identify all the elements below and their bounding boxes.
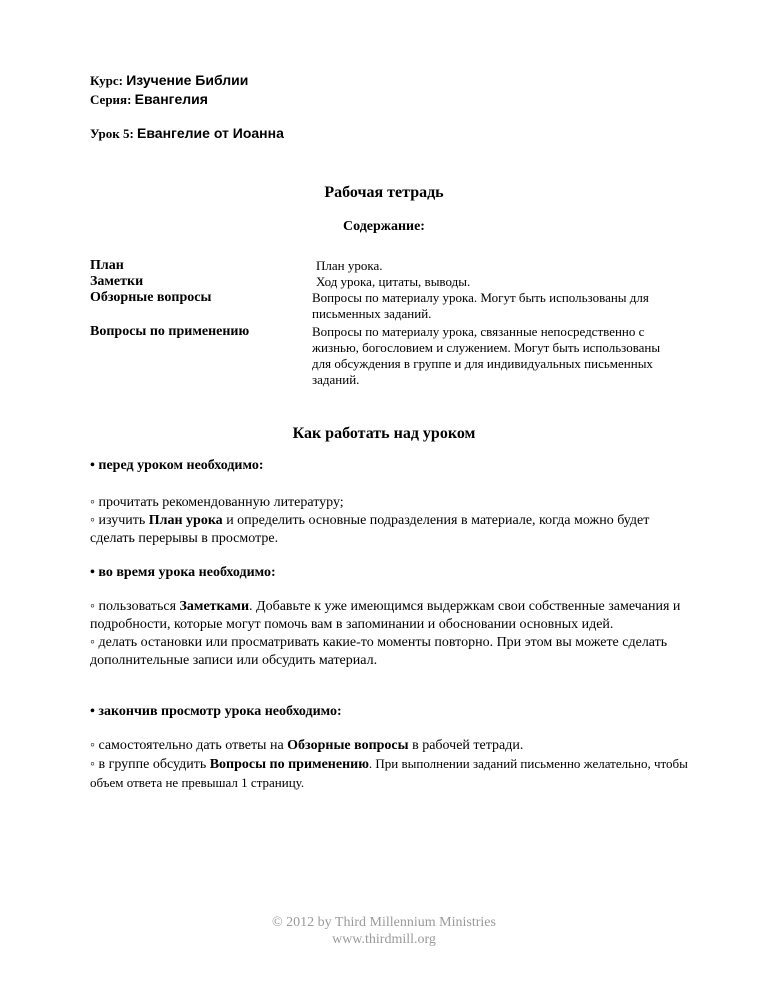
series-line — [90, 91, 208, 108]
bold-term: Заметками — [179, 599, 250, 614]
how-to-heading: Как работать над уроком — [292, 425, 476, 442]
contents-table — [90, 258, 690, 388]
website-link[interactable]: www.thirdmill.org — [332, 932, 436, 947]
lesson-value: Евангелие от Иоанна — [137, 125, 284, 141]
during-lesson-heading: • во время урока необходимо: — [90, 565, 276, 580]
during-lesson-list — [90, 598, 690, 670]
course-label: Курс: — [90, 73, 123, 88]
course-value: Изучение Библии — [126, 72, 249, 88]
list-item: ◦ прочитать рекомендованную литературу; — [90, 495, 344, 510]
list-item: ◦ изучить План урока и определить основные подразделения в материале, когда можно будет сделать перерывы в просмотре. — [90, 513, 650, 546]
before-lesson-heading: • перед уроком необходимо: — [90, 458, 264, 473]
bold-term: План урока — [148, 513, 223, 528]
contents-desc: Ход урока, цитаты, выводы. — [316, 274, 471, 289]
list-item: ◦ делать остановки или просматривать какие-то моменты повторно. При этом вы можете сделать дополнительные записи или обсудить материал. — [90, 635, 668, 668]
series-label: Серия: — [90, 92, 132, 107]
bold-term: Вопросы по применению — [209, 757, 369, 772]
footer — [0, 914, 768, 948]
course-line — [90, 72, 248, 89]
lesson-label: Урок 5: — [90, 126, 134, 141]
contents-row — [90, 274, 690, 290]
contents-row — [90, 324, 690, 388]
bold-term: Обзорные вопросы — [287, 738, 409, 753]
contents-term: Обзорные вопросы — [90, 290, 212, 305]
contents-desc: Вопросы по материалу урока. Могут быть использованы для письменных заданий. — [312, 290, 649, 321]
contents-term: Заметки — [90, 274, 144, 289]
lesson-line — [90, 125, 284, 142]
list-item: ◦ пользоваться Заметками. Добавьте к уже имеющимся выдержкам свои собственные замечания и подробности, которые могут помочь вам в запоминании и обосновании основных идей. — [90, 599, 681, 632]
page-title: Рабочая тетрадь — [324, 184, 444, 201]
list-item: ◦ самостоятельно дать ответы на Обзорные вопросы в рабочей тетради. — [90, 738, 524, 753]
contents-desc: План урока. — [316, 258, 383, 273]
after-lesson-list — [90, 737, 690, 793]
series-value: Евангелия — [134, 91, 208, 107]
contents-row — [90, 258, 690, 274]
copyright-text: © 2012 by Third Millennium Ministries — [272, 915, 496, 930]
contents-term: Вопросы по применению — [90, 324, 250, 339]
list-item: ◦ в группе обсудить Вопросы по применению. При выполнении заданий письменно желательно, чтобы объем ответа не превышал 1 страницу. — [90, 756, 688, 790]
after-lesson-heading: • закончив просмотр урока необходимо: — [90, 704, 342, 719]
before-lesson-list — [90, 494, 690, 548]
contents-term: План — [90, 258, 124, 273]
contents-desc: Вопросы по материалу урока, связанные непосредственно с жизнью, богословием и служением. Могут быть использованы для обсуждения в группе и для индивидуальных письменных заданий. — [312, 324, 661, 387]
contents-row — [90, 290, 690, 322]
contents-heading: Содержание: — [343, 219, 425, 234]
